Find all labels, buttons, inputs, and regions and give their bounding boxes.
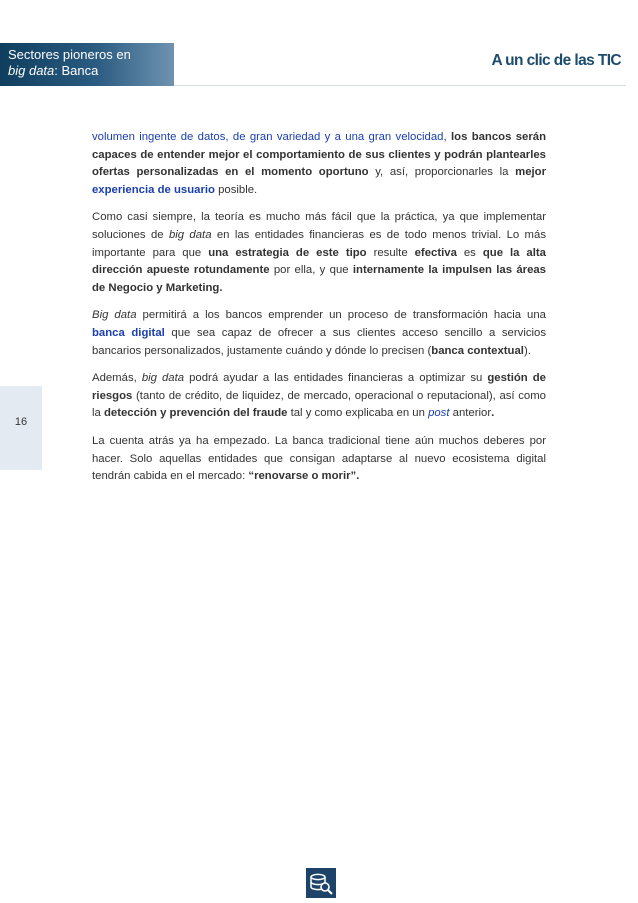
text-run: que la alta dirección apueste rotundamente (92, 246, 546, 277)
section-title-rest: : Banca (54, 63, 99, 78)
text-run: banca digital (92, 326, 165, 339)
paragraph (92, 209, 546, 297)
database-search-icon (306, 868, 336, 898)
text-run: anterior (449, 407, 492, 420)
text-run: por ella, y que (269, 264, 353, 277)
text-run: una estrategia de este tipo (208, 246, 367, 259)
paragraph (92, 129, 546, 199)
text-run: ). (523, 344, 531, 357)
text-run: (tanto de crédito, de liquidez, de mercado, operacional o reputacional), así como la (92, 389, 546, 420)
text-run: en las entidades financieras es de todo menos trivial. Lo más importante para que (92, 228, 546, 259)
page-number: 16 (14, 416, 28, 428)
text-run: post (428, 407, 450, 420)
text-run: Como casi siempre, la teoría es mucho más fácil que la práctica, ya que implementar soluciones de (92, 211, 546, 241)
text-run: permitirá a los bancos emprender un proceso de transformación hacia una (136, 309, 546, 322)
paragraph (92, 370, 546, 423)
page-number-tab (0, 386, 42, 470)
text-run: Big data (92, 309, 137, 322)
body-text (92, 129, 546, 496)
text-run: posible. (214, 183, 258, 196)
text-run: gestión de riesgos (92, 372, 546, 402)
text-run: podrá ayudar a las entidades financieras a optimizar su (184, 372, 488, 385)
section-title-emphasis: big data (8, 63, 55, 78)
header-divider (174, 85, 626, 86)
section-header (0, 43, 174, 86)
text-run: volumen ingente de datos, de gran variedad y a una gran velocidad (92, 131, 444, 143)
text-run: . (491, 407, 495, 420)
text-run: experiencia de usuario (92, 183, 215, 196)
text-run: resulte (366, 246, 415, 259)
text-run: los bancos serán capaces de entender mejor el comportamiento de sus clientes y podrán plantearles ofertas personalizadas en el momento oportuno (92, 131, 546, 179)
text-run: , (443, 131, 451, 143)
section-title-line2 (8, 63, 98, 78)
text-run: mejor (515, 166, 547, 179)
paragraph (92, 307, 546, 360)
text-run: que sea capaz de ofrecer a sus clientes acceso sencillo a servicios bancarios personalizados, justamente cuándo y dónde lo precisen ( (92, 326, 547, 357)
text-run: efectiva (414, 246, 457, 259)
text-run: detección y prevención del fraude (103, 407, 288, 420)
section-title-line1: Sectores pioneros en (8, 47, 131, 62)
text-run: “renovarse o morir”. (248, 470, 360, 483)
text-run: y, así, proporcionarles la (368, 166, 516, 179)
text-run: big data (141, 372, 185, 385)
text-run: banca contextual (431, 344, 524, 357)
text-run: Además, (92, 372, 142, 385)
text-run: big data (168, 228, 212, 241)
text-run: internamente la impulsen las áreas de Negocio y Marketing. (92, 264, 546, 294)
series-title: A un clic de las TIC (491, 52, 621, 69)
text-run: tal y como explicaba en un (287, 407, 429, 420)
text-run: es (456, 246, 483, 259)
paragraph (92, 433, 546, 486)
text-run: La cuenta atrás ya ha empezado. La banca tradicional tiene aún muchos deberes por hacer. Solo aquellas entidades que consigan adaptarse al nuevo ecosistema digital tendrán cabida en el mercado: (92, 434, 546, 483)
